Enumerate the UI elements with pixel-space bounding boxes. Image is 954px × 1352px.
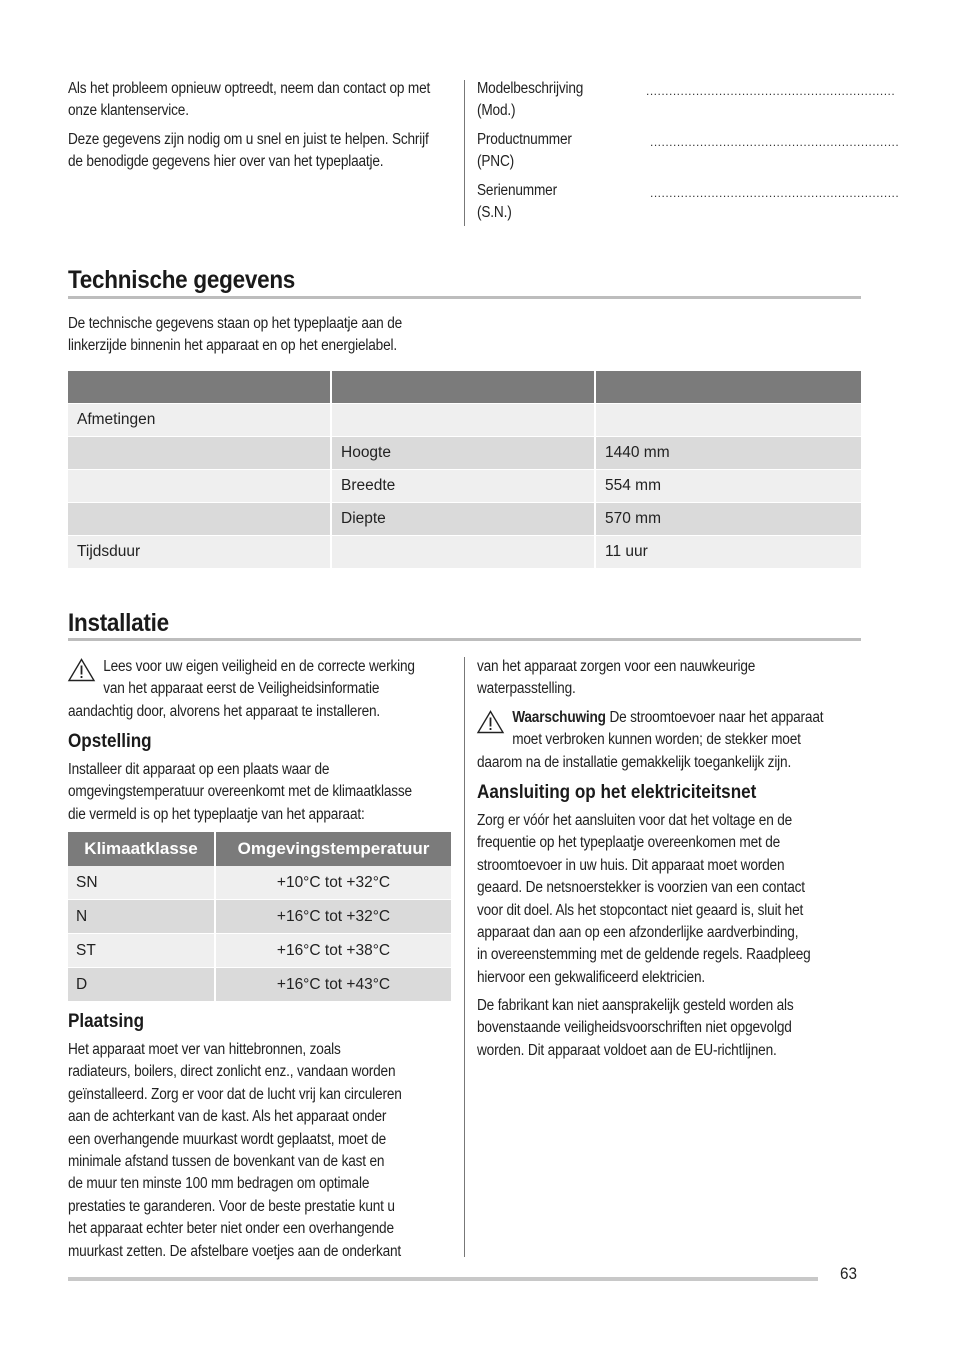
- warning-label: Waarschuwing: [512, 709, 606, 726]
- intro-para-2: Deze gegevens zijn nodig om u snel en juist te helpen. Schrijf de benodigde gegevens hier over van het typeplaatje.: [68, 130, 429, 171]
- table-row: ST +16°C tot +38°C: [68, 934, 451, 968]
- column-header-climate-class: Klimaatklasse: [68, 832, 216, 866]
- id-field-serial-label: Serienummer (S.N.): [477, 182, 557, 222]
- table-header-row: [68, 371, 861, 404]
- table-row: Tijdsduur 11 uur: [68, 536, 861, 569]
- table-row: N +16°C tot +32°C: [68, 900, 451, 934]
- table-row: D +16°C tot +43°C: [68, 968, 451, 1002]
- footer-rule: [68, 1277, 818, 1281]
- opstelling-text: Installeer dit apparaat op een plaats waar de omgevingstemperatuur overeenkomt met de klimaatklasse die vermeld is op het typeplaatje van het apparaat:: [68, 761, 412, 823]
- column-header-ambient-temp: Omgevingstemperatuur: [216, 832, 451, 866]
- subsection-title-opstelling: Opstelling: [68, 731, 152, 752]
- table-row: SN +10°C tot +32°C: [68, 866, 451, 900]
- subsection-title-plaatsing: Plaatsing: [68, 1011, 145, 1032]
- plaatsing-continuation: van het apparaat zorgen voor een nauwkeurige waterpasstelling.: [477, 658, 756, 698]
- section-title-technical-data: Technische gegevens: [68, 266, 296, 294]
- technical-data-table: [68, 371, 861, 569]
- section-rule-technical: [68, 296, 861, 299]
- subsection-title-electrical: Aansluiting op het elektriciteitsnet: [477, 782, 757, 803]
- installation-safety-notice: Lees voor uw eigen veiligheid en de correcte werking van het apparaat eerst de Veiligheidsinformatie aandachtig door, alvorens het apparaat te installeren.: [68, 658, 415, 720]
- page-number: 63: [840, 1264, 858, 1283]
- column-divider-top: [464, 80, 465, 226]
- id-field-model-dots[interactable]: .................................................................: [646, 84, 896, 98]
- table-header-row: [68, 832, 451, 866]
- table-row: Afmetingen: [68, 404, 861, 437]
- power-warning: Waarschuwing De stroomtoevoer naar het apparaat moet verbroken kunnen worden; de stekker moet daarom na de installatie gemakkelijk toegankelijk zijn.: [477, 709, 824, 771]
- section-title-installation: Installatie: [68, 609, 169, 637]
- electrical-text: Zorg er vóór het aansluiten voor dat het voltage en de frequentie op het typeplaatje overeenkomen met de stroomtoevoer in uw huis. Dit apparaat moet worden geaard. De netsnoerstekker is voorzien van een contact voor dit doel. Als het stopcontact niet geaard is, sluit het apparaat dan aan op een afzonderlijke aardverbinding, in overeenstemming met de geldende regels. Raadpleeg hiervoor een gekwalificeerd elektricien.: [477, 812, 811, 986]
- id-field-pnc-dots[interactable]: .................................................................: [650, 135, 900, 149]
- tech-intro: De technische gegevens staan op het typeplaatje aan de linkerzijde binnenin het apparaat en op het energielabel.: [68, 315, 403, 355]
- climate-class-table: [68, 832, 451, 1002]
- intro-para-1: Als het probleem opnieuw optreedt, neem dan contact op met onze klantenservice.: [68, 80, 431, 120]
- id-field-serial-dots[interactable]: .................................................................: [650, 186, 900, 200]
- id-field-model-label: Modelbeschrijving (Mod.): [477, 80, 584, 120]
- intro-text: [68, 78, 438, 174]
- section-rule-installation: [68, 638, 861, 641]
- plaatsing-text: Het apparaat moet ver van hittebronnen, zoals radiateurs, boilers, direct zonlicht enz., vandaan worden geïnstalleerd. Zorg er voor dat de lucht vrij kan circuleren aan de achterkant van de kast. Als het apparaat onder een overhangende muurkast wordt geplaatst, moet de minimale afstand tussen de bovenkant van de kast en de muur ten minste 100 mm bedragen om optimale prestaties te garanderen. Voor de beste prestatie kunt u het apparaat echter beter niet onder een overhangende muurkast zetten. De afstelbare voetjes aan de onderkant: [68, 1041, 402, 1260]
- column-divider-bottom: [464, 657, 465, 1257]
- table-row: Breedte 554 mm: [68, 470, 861, 503]
- table-row: Hoogte 1440 mm: [68, 437, 861, 470]
- table-row: Diepte 570 mm: [68, 503, 861, 536]
- manufacturer-disclaimer: De fabrikant kan niet aansprakelijk gesteld worden als bovenstaande veiligheidsvoorschriften niet opgevolgd worden. Dit apparaat voldoet aan de EU-richtlijnen.: [477, 997, 794, 1059]
- id-field-pnc-label: Productnummer (PNC): [477, 131, 572, 171]
